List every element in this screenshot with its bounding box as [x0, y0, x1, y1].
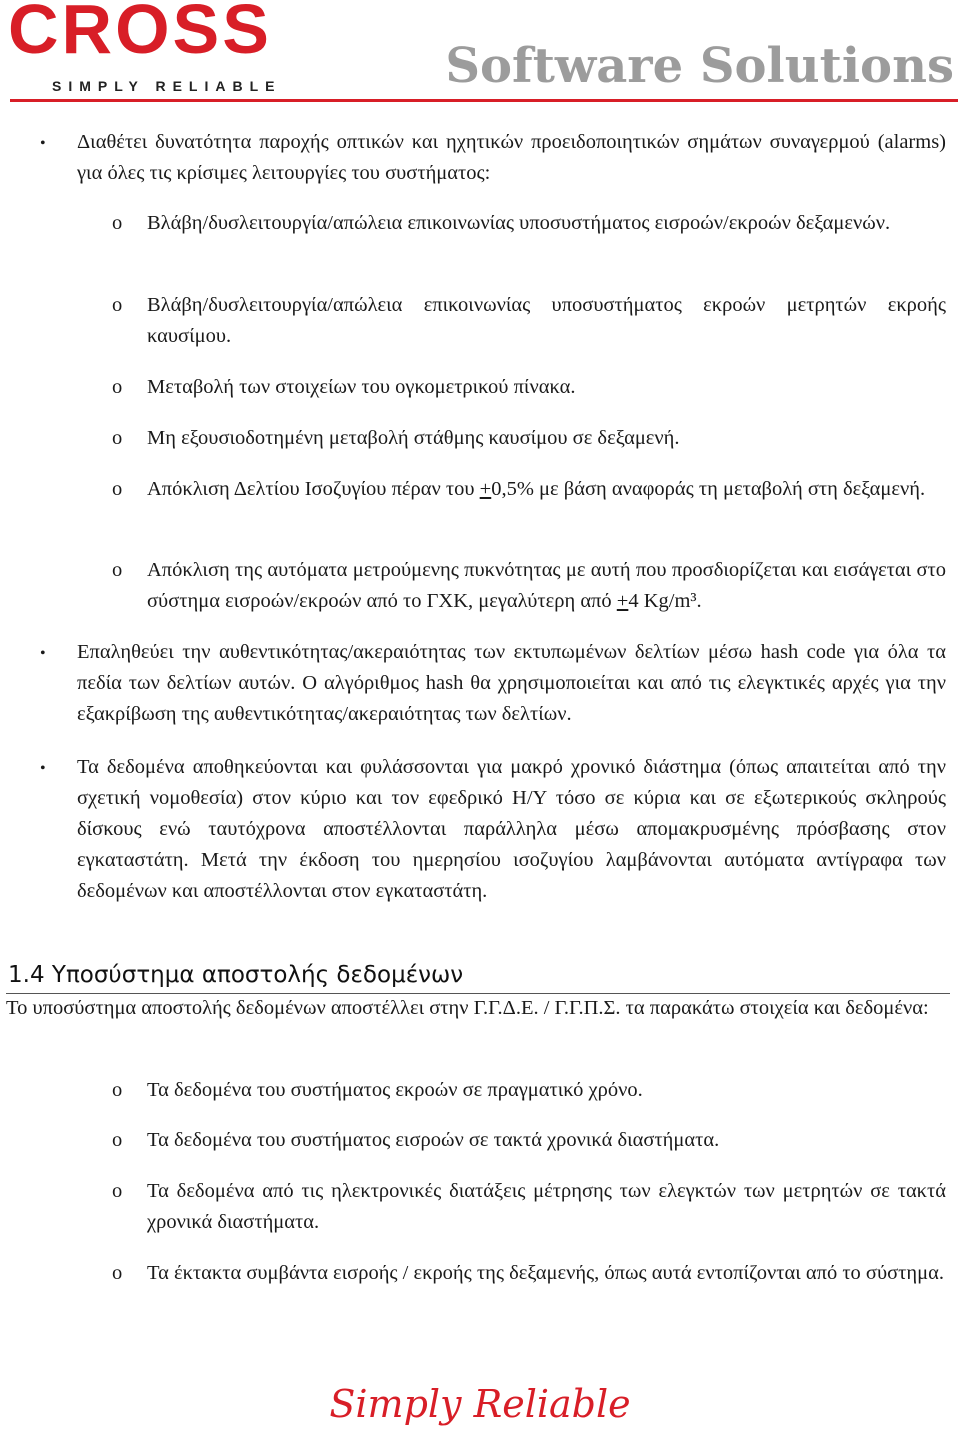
bullet-hash-verification: Επαληθεύει την αυθεντικότητας/ακεραιότητας των εκτυπωμένων δελτίων μέσω hash code για όλα τα πεδία των δελτίων αυτών. Ο αλγόριθμος hash θα χρησιμοποιείται και από τις ελεγκτικές αρχές για την εξακρίβωση της αυθεντικότητας/ακεραιότητας των δελτίων. — [77, 641, 946, 725]
list-item: Τα δεδομένα του συστήματος εκροών σε πραγματικό χρόνο. — [147, 1079, 643, 1101]
bullet-icon: • — [40, 645, 46, 662]
list-item: Βλάβη/δυσλειτουργία/απώλεια επικοινωνίας υποσυστήματος εκροών μετρητών εκροής καυσίμου. — [147, 294, 946, 347]
header-divider — [10, 99, 958, 102]
bullet-icon: • — [40, 135, 46, 152]
brand-subtitle: Software Solutions — [445, 38, 954, 94]
list-item: Απόκλιση της αυτόματα μετρούμενης πυκνότητας με αυτή που προσδιορίζεται και εισάγεται στο σύστημα εισροών/εκροών από το ΓΧΚ, μεγαλύτερη από +4 Kg/m³. — [147, 559, 946, 612]
logo-tagline: SIMPLY RELIABLE — [52, 78, 282, 94]
section-intro: Το υποσύστημα αποστολής δεδομένων αποστέλλει στην Γ.Γ.Δ.Ε. / Γ.Γ.Π.Σ. τα παρακάτω στοιχεία και δεδομένα: — [6, 997, 929, 1019]
bullet-data-storage: Τα δεδομένα αποθηκεύονται και φυλάσσονται για μακρό χρονικό διάστημα (όπως απαιτείται από την σχετική νομοθεσία) στον κύριο και τον εφεδρικό Η/Υ τόσο σε κύρια και σε εξωτερικούς σκληρούς δίσκους ενώ ταυτόχρονα αποστέλλονται παράλληλα μέσω απομακρυσμένης πρόσβασης στον εγκαταστάτη. Μετά την έκδοση του ημερησίου ισοζυγίου λαμβάνονται αυτόματα αντίγραφα των δεδομένων και αποστέλλονται στον εγκαταστάτη. — [77, 756, 946, 902]
list-item: Τα δεδομένα του συστήματος εισροών σε τακτά χρονικά διαστήματα. — [147, 1129, 720, 1151]
sub-bullet-icon: o — [112, 478, 123, 500]
sub-bullet-icon: o — [112, 1079, 123, 1101]
page-header — [0, 0, 960, 105]
sub-bullet-icon: o — [112, 1262, 123, 1284]
sub-bullet-icon: o — [112, 427, 123, 449]
footer-slogan: Simply Reliable — [329, 1382, 631, 1426]
list-item: Τα έκτακτα συμβάντα εισροής / εκροής της δεξαμενής, όπως αυτά εντοπίζονται από το σύστημα. — [147, 1262, 944, 1284]
sub-bullet-icon: o — [112, 1129, 123, 1151]
list-item: Απόκλιση Δελτίου Ισοζυγίου πέραν του +0,5% με βάση αναφοράς τη μεταβολή στη δεξαμενή. — [147, 478, 926, 500]
list-item: Μεταβολή των στοιχείων του ογκομετρικού πίνακα. — [147, 376, 576, 398]
sub-bullet-icon: o — [112, 212, 123, 234]
sub-bullet-icon: o — [112, 559, 123, 581]
list-item: Τα δεδομένα από τις ηλεκτρονικές διατάξεις μέτρησης των ελεγκτών των μετρητών σε τακτά χρονικά διαστήματα. — [147, 1180, 946, 1233]
bullet-alarms: Διαθέτει δυνατότητα παροχής οπτικών και ηχητικών προειδοποιητικών σημάτων συναγερμού (alarms) για όλες τις κρίσιμες λειτουργίες του συστήματος: — [77, 131, 946, 184]
section-heading: 1.4 Υποσύστημα αποστολής δεδομένων — [8, 962, 464, 988]
bullet-icon: • — [40, 760, 46, 777]
sub-bullet-icon: o — [112, 1180, 123, 1202]
sub-bullet-icon: o — [112, 376, 123, 398]
list-item: Μη εξουσιοδοτημένη μεταβολή στάθμης καυσίμου σε δεξαμενή. — [147, 427, 680, 449]
sub-bullet-icon: o — [112, 294, 123, 316]
list-item: Βλάβη/δυσλειτουργία/απώλεια επικοινωνίας υποσυστήματος εισροών/εκροών δεξαμενών. — [147, 212, 891, 234]
cross-logo: CROSS — [8, 0, 272, 68]
